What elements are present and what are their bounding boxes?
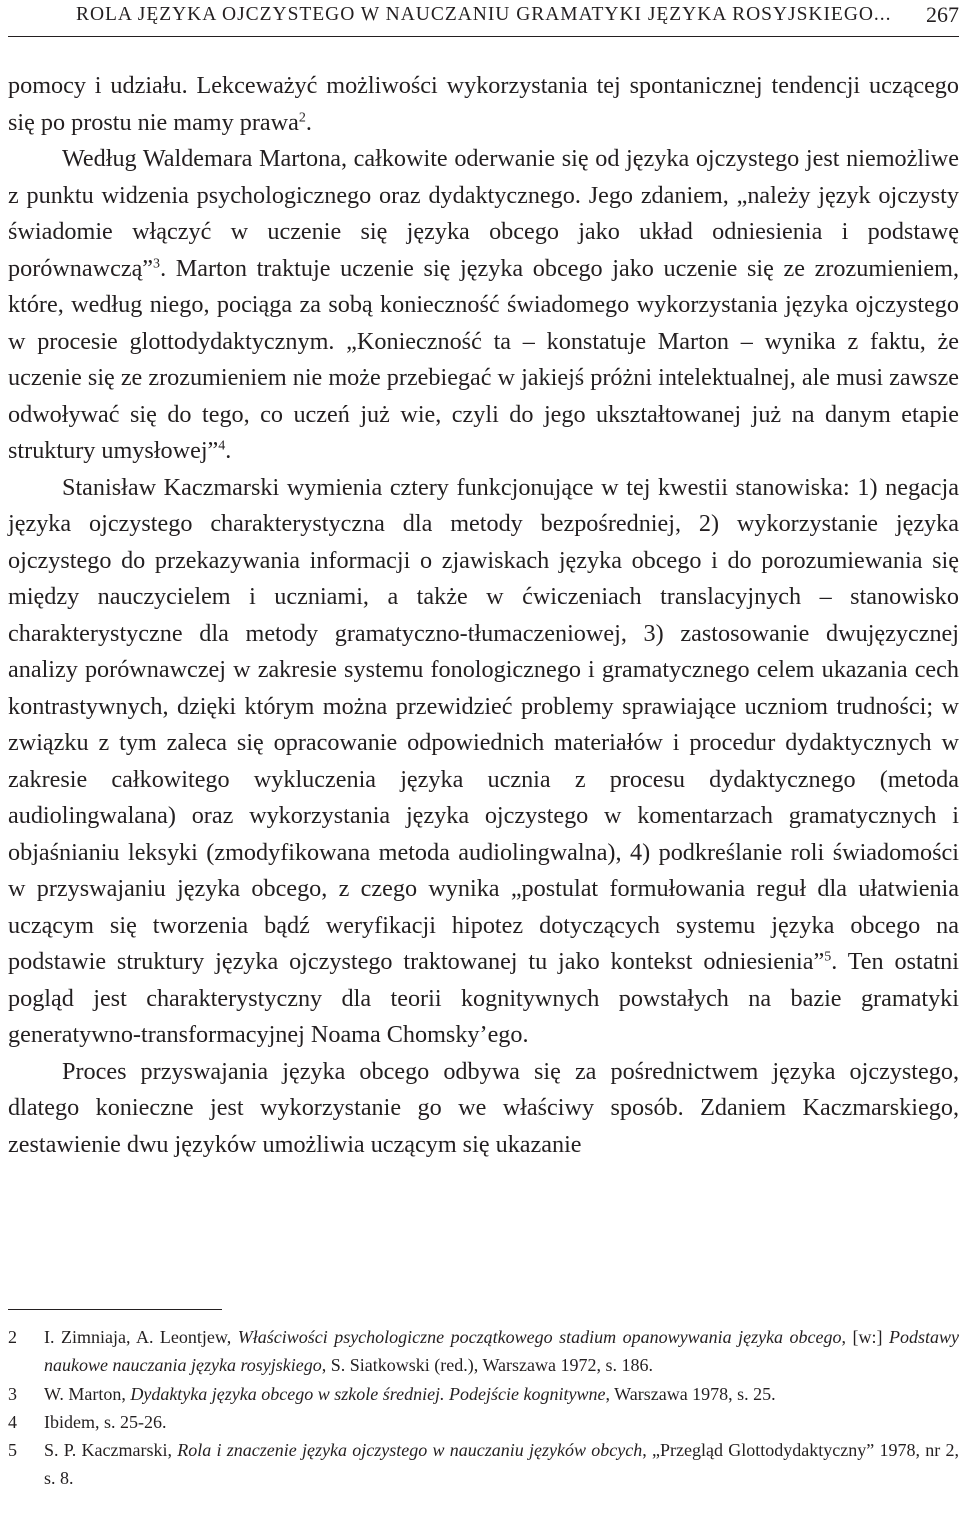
document-page (8, 0, 959, 1516)
paragraph-text: . (225, 437, 232, 464)
footnote-ref-3: 3 (153, 254, 161, 271)
running-title: ROLA JĘZYKA OJCZYSTEGO W NAUCZANIU GRAMATYKI JĘZYKA ROSYJSKIEGO... (76, 4, 892, 25)
footnote-5 (8, 1436, 959, 1493)
footnote-text: , „Przegląd Glottodydaktyczny” 1978, nr 2, s. 8. (44, 1440, 959, 1489)
paragraph-text: . Ten ostatni pogląd jest charakterystyczny dla teorii kognitywnych powstałych na bazie gramatyki generatywno-transformacyjnej Noama Chomsky’ego. (8, 948, 959, 1048)
footnote-number: 3 (8, 1383, 17, 1404)
footnotes (8, 1323, 959, 1493)
footnote-text: , [w:] (841, 1327, 889, 1347)
footnote-title: Podstawy naukowe nauczania języka rosyjskiego (44, 1327, 959, 1376)
footnote-text: I. Zimniaja, A. Leontjew, (44, 1327, 238, 1347)
footnote-ref-5: 5 (824, 948, 832, 965)
paragraph-text: Stanisław Kaczmarski wymienia cztery funkcjonujące w tej kwestii stanowiska: 1) negacja języka ojczystego charakterystyczna dla metody bezpośredniej, 2) wykorzystanie języka ojczystego do przekazywania informacji o zjawiskach języka obcego i do porozumiewania się między nauczycielem i uczniami, a także w ćwiczeniach translacyjnych – stanowisko charakterystyczne dla metody gramatyczno-tłumaczeniowej, 3) zastosowanie dwujęzycznej analizy porównawczej w zakresie systemu fonologicznego i gramatycznego celem ukazania cech kontrastywnych, dzięki którym można przewidzieć problemy sprawiające uczniom trudności; w związku z tym zaleca się opracowanie odpowiednich materiałów i procedur dydaktycznych w zakresie całkowitego wykluczenia języka ucznia z procesu dydaktycznego (metoda audiolingwalana) oraz wykorzystania języka ojczystego w komentarzach gramatycznych i objaśnianiu leksyki (zmodyfikowana metoda audiolingwalna), 4) podkreślanie roli świadomości w przyswajaniu języka obcego, z czego wynika „postulat formułowania reguł dla ułatwienia uczącym się tworzenia bądź weryfikacji hipotez dotyczących systemu języka obcego na podstawie struktury języka ojczystego traktowanej tu jako kontekst odniesienia” (8, 473, 959, 975)
footnote-title: Dydaktyka języka obcego w szkole średniej. Podejście kognitywne (130, 1383, 606, 1404)
footnote-number: 5 (8, 1440, 17, 1461)
running-header (8, 0, 959, 37)
footnote-number: 4 (8, 1411, 17, 1432)
footnote-number: 2 (8, 1327, 17, 1347)
page-number: 267 (926, 2, 959, 27)
footnote-4 (8, 1408, 959, 1436)
paragraph-text: Według Waldemara Martona, całkowite oderwanie się od języka ojczystego jest niemożliwe z punktu widzenia psychologicznego oraz dydaktycznego. Jego zdaniem, „należy język ojczysty świadomie włączyć w uczenie się języka obcego jako układ odniesienia i podstawę porównawczą” (8, 145, 959, 282)
paragraph-1 (8, 68, 959, 141)
footnote-ref-4: 4 (218, 437, 226, 454)
footnote-title: Właściwości psychologiczne początkowego stadium opanowywania języka obcego (237, 1327, 842, 1347)
footnote-text: W. Marton, (44, 1383, 131, 1404)
footnote-divider (8, 1309, 222, 1310)
footnote-text: S. P. Kaczmarski, (44, 1440, 178, 1461)
paragraph-4 (8, 1054, 959, 1164)
footnote-ref-2: 2 (298, 108, 306, 125)
footnote-title: Rola i znaczenie języka ojczystego w nauczaniu języków obcych (177, 1440, 643, 1461)
footnote-text: , Warszawa 1978, s. 25. (605, 1383, 776, 1404)
paragraph-2 (8, 141, 959, 470)
footnote-text: , S. Siatkowski (red.), Warszawa 1972, s. 186. (321, 1355, 653, 1376)
body-text (8, 68, 959, 1163)
paragraph-3 (8, 470, 959, 1054)
footnote-3 (8, 1380, 959, 1408)
paragraph-text: . (305, 108, 312, 136)
paragraph-text: . Marton traktuje uczenie się języka obcego jako uczenie się ze zrozumieniem, które, według niego, pociąga za sobą konieczność świadomego wykorzystania języka ojczystego w procesie glottodydaktycznym. „Konieczność ta – konstatuje Marton – wynika z faktu, że uczenie się ze zrozumieniem nie może przebiegać w jakiejś próżni intelektualnej, ale musi zawsze odwoływać się do tego, co uczeń już wie, czyli do jego ukształtowanej już na danym etapie struktury umysłowej” (8, 254, 959, 464)
footnote-text: Ibidem, s. 25-26. (44, 1411, 167, 1432)
paragraph-text: pomocy i udziału. Lekceważyć możliwości wykorzystania tej spontanicznej tendencji uczącego się po prostu nie mamy prawa (8, 72, 959, 136)
footnote-2 (8, 1323, 959, 1380)
paragraph-text: Proces przyswajania języka obcego odbywa się za pośrednictwem języka ojczystego, dlatego konieczne jest wykorzystanie go we właściwy sposób. Zdaniem Kaczmarskiego, zestawienie dwu języków umożliwia uczącym się ukazanie (8, 1057, 959, 1158)
